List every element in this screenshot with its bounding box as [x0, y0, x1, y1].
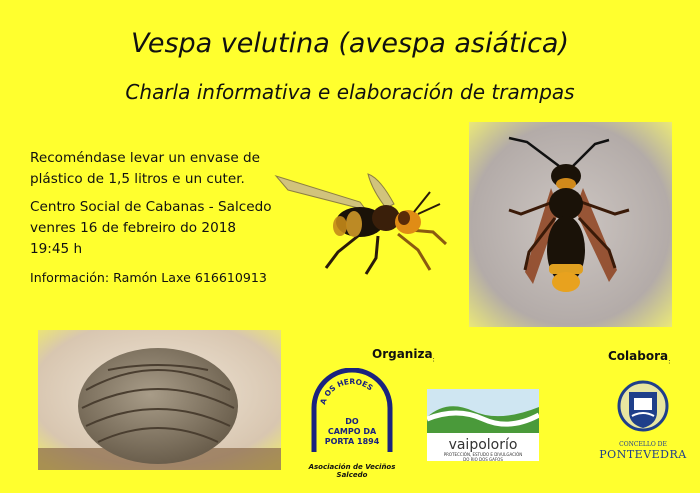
organiza-label	[372, 347, 435, 363]
heroes-caption-1: Asociación de Veciños	[308, 463, 396, 471]
organiza-colon: :	[432, 355, 435, 364]
vaipolorio-tagline-1: PROTECCIÓN, ESTUDO E DIVULGACIÓN	[443, 452, 523, 457]
heroes-line-1: DO	[345, 417, 359, 426]
vaipolorio-name: vaipolorío	[448, 437, 518, 453]
heroes-line-2: CAMPO DA	[327, 427, 377, 436]
heroes-arc-text: A OS HEROES	[318, 376, 375, 406]
heroes-caption-2: Salcedo	[336, 471, 368, 479]
heroes-association-logo	[304, 368, 400, 480]
poster-title: Vespa velutina (avespa asiática)	[130, 28, 570, 59]
event-time: 19:45 h	[30, 241, 83, 257]
concello-pontevedra-logo	[596, 376, 690, 466]
event-date: venres 16 de febreiro do 2018	[30, 220, 237, 236]
recommendation-line-2: plástico de 1,5 litros e un cuter.	[30, 171, 245, 187]
vaipolorio-tagline-2: DO RIO DOS GAFOS	[463, 457, 503, 462]
nest-photo	[38, 330, 281, 470]
event-info	[30, 148, 280, 295]
hornet-photo	[469, 122, 672, 327]
concello-line-1: CONCELLO DE	[619, 441, 667, 448]
event-place: Centro Social de Cabanas - Salcedo	[30, 199, 272, 215]
hornet-flying-image	[268, 170, 453, 285]
organiza-text: Organiza	[372, 347, 433, 361]
poster-subtitle: Charla informativa e elaboración de trampas	[125, 80, 575, 104]
recommendation-line-1: Recoméndase levar un envase de	[30, 150, 261, 166]
colabora-colon: :	[668, 357, 671, 366]
pontevedra-shield-icon	[596, 376, 690, 436]
concello-line-2: PONTEVEDRA	[599, 448, 687, 461]
river-icon	[427, 389, 539, 433]
heroes-emblem	[304, 368, 400, 454]
contact-info: Información: Ramón Laxe 616610913	[30, 270, 267, 285]
vaipolorio-logo	[427, 389, 539, 461]
colabora-label	[608, 349, 670, 365]
colabora-text: Colabora	[608, 349, 669, 363]
heroes-line-3: PORTA 1894	[324, 437, 380, 446]
